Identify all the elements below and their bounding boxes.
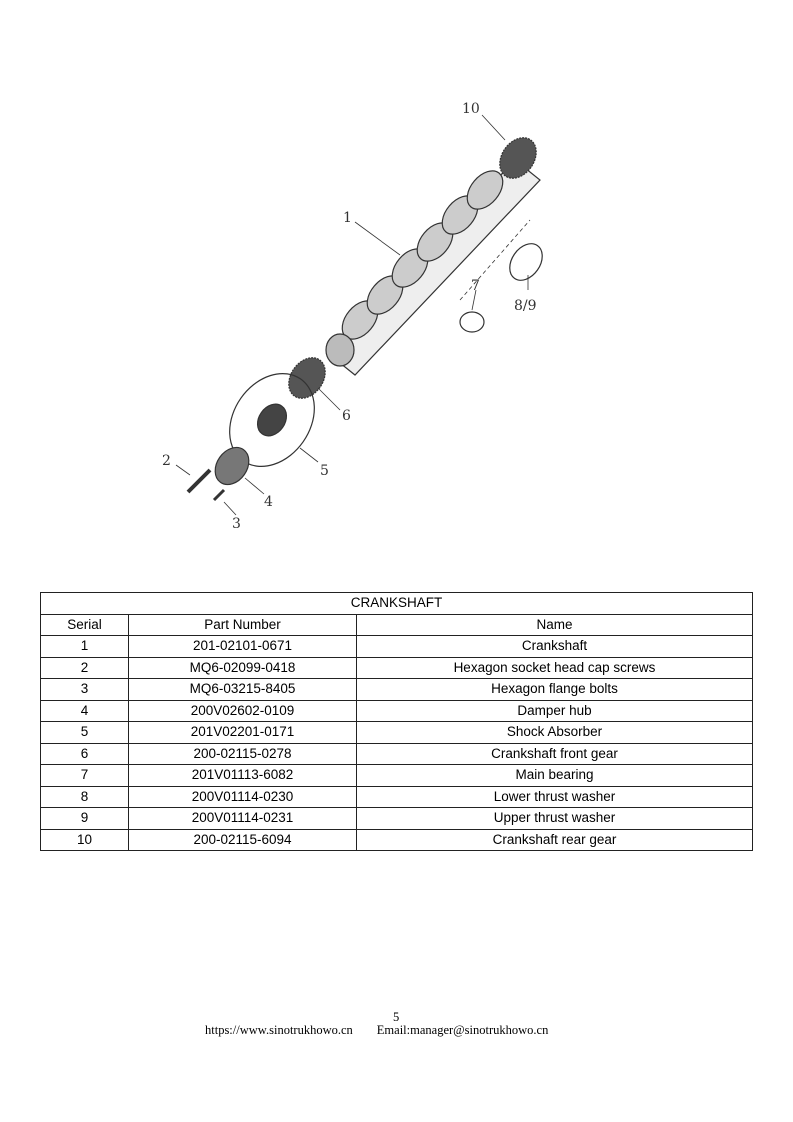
- page-number: 5: [393, 1010, 400, 1024]
- damper-hub-drawing: [208, 441, 256, 491]
- table-row: [41, 636, 753, 658]
- serial-cell: 10: [41, 829, 129, 851]
- callout-3: 3: [232, 516, 241, 532]
- serial-cell: 3: [41, 679, 129, 701]
- bolt-drawing: [214, 490, 224, 500]
- serial-cell: 8: [41, 786, 129, 808]
- name-cell: Crankshaft: [357, 636, 753, 658]
- table-header-row: [41, 614, 753, 636]
- part-number-cell: MQ6-03215-8405: [129, 679, 357, 701]
- serial-cell: 5: [41, 722, 129, 744]
- callout-10: 10: [462, 101, 480, 117]
- screw-drawing: [188, 470, 210, 492]
- parts-table: [40, 592, 753, 851]
- header-serial: Serial: [41, 614, 129, 636]
- table-row: [41, 829, 753, 851]
- callout-7: 7: [471, 278, 480, 294]
- table-row: [41, 808, 753, 830]
- website-link[interactable]: https://www.sinotrukhowo.cn: [205, 1023, 353, 1037]
- name-cell: Damper hub: [357, 700, 753, 722]
- part-number-cell: 201V01113-6082: [129, 765, 357, 787]
- callout-1: 1: [343, 210, 352, 226]
- table-row: [41, 743, 753, 765]
- name-cell: Upper thrust washer: [357, 808, 753, 830]
- name-cell: Main bearing: [357, 765, 753, 787]
- callout-6: 6: [342, 408, 351, 424]
- part-number-cell: 201V02201-0171: [129, 722, 357, 744]
- crankshaft-exploded-diagram: [150, 90, 610, 550]
- crankshaft-drawing: [326, 160, 540, 375]
- name-cell: Crankshaft front gear: [357, 743, 753, 765]
- table-row: [41, 700, 753, 722]
- table-title-row: [41, 593, 753, 615]
- part-number-cell: 200V01114-0230: [129, 786, 357, 808]
- name-cell: Hexagon flange bolts: [357, 679, 753, 701]
- name-cell: Shock Absorber: [357, 722, 753, 744]
- callout-8-9: 8/9: [514, 298, 537, 314]
- part-number-cell: 200-02115-6094: [129, 829, 357, 851]
- callout-5: 5: [320, 463, 329, 479]
- part-number-cell: 201-02101-0671: [129, 636, 357, 658]
- table-row: [41, 786, 753, 808]
- email-link[interactable]: Email:manager@sinotrukhowo.cn: [376, 1023, 549, 1037]
- part-number-cell: MQ6-02099-0418: [129, 657, 357, 679]
- main-bearing-drawing: [460, 312, 484, 332]
- header-name: Name: [357, 614, 753, 636]
- serial-cell: 7: [41, 765, 129, 787]
- table-row: [41, 657, 753, 679]
- front-gear-drawing: [281, 351, 332, 405]
- table-row: [41, 765, 753, 787]
- name-cell: Lower thrust washer: [357, 786, 753, 808]
- serial-cell: 2: [41, 657, 129, 679]
- table-title: CRANKSHAFT: [41, 593, 753, 615]
- part-number-cell: 200-02115-0278: [129, 743, 357, 765]
- name-cell: Hexagon socket head cap screws: [357, 657, 753, 679]
- serial-cell: 4: [41, 700, 129, 722]
- callout-2: 2: [162, 453, 171, 469]
- serial-cell: 6: [41, 743, 129, 765]
- serial-cell: 1: [41, 636, 129, 658]
- part-number-cell: 200V02602-0109: [129, 700, 357, 722]
- table-row: [41, 722, 753, 744]
- header-part-number: Part Number: [129, 614, 357, 636]
- thrust-washer-drawing: [503, 238, 549, 287]
- serial-cell: 9: [41, 808, 129, 830]
- part-number-cell: 200V01114-0231: [129, 808, 357, 830]
- name-cell: Crankshaft rear gear: [357, 829, 753, 851]
- table-row: [41, 679, 753, 701]
- callout-4: 4: [264, 494, 273, 510]
